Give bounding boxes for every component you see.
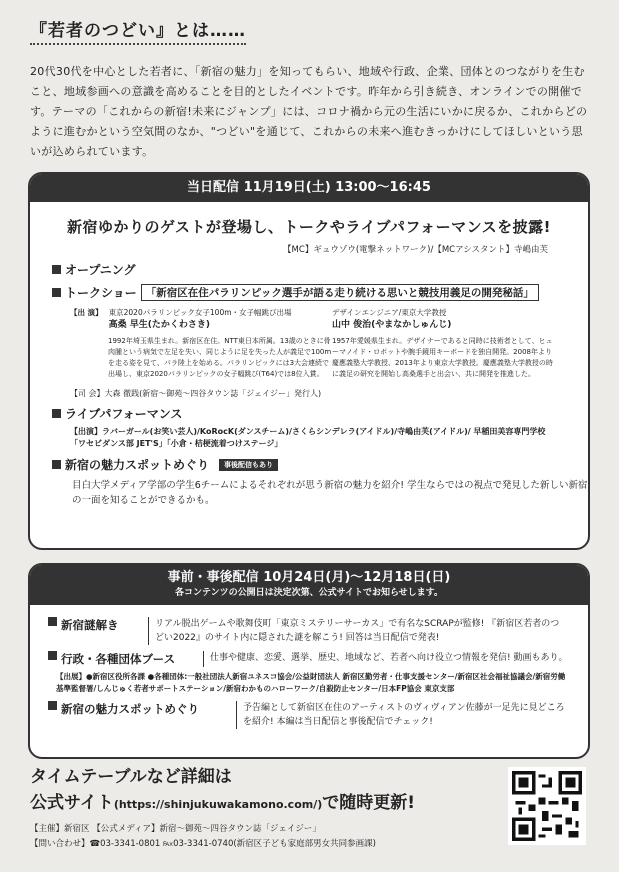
square-bullet-icon	[52, 409, 61, 418]
performance-heading: ライブパフォーマンス	[52, 405, 588, 422]
emcee: 【司 会】大森 徹践(新宿〜御苑〜四谷タウン誌「ジェイジー」発行人)	[70, 389, 322, 398]
archive-subheader: 各コンテンツの公開日は決定次第、公式サイトでお知らせします。	[175, 588, 443, 598]
organizer: 【主催】新宿区 【公式メディア】新宿〜御苑〜四谷タウン誌「ジェイジー」	[30, 824, 321, 834]
spot-text: 目白大学メディア学部の学生6チームによるそれぞれが思う新宿の魅力を紹介! 学生ならではの視点で発見した新しい新宿の一面を知ることができるかも。	[72, 480, 588, 506]
square-bullet-icon	[52, 460, 61, 469]
guest-bio: 1957年愛媛県生まれ。デザイナーであると同時に技術者として、ヒューマノイド・ロボットや腕手鏡用キーボードを独自開発。2008年より慶應義塾大学教授、2013年より東京大学教授。慶應義塾大学教授の時に義足の研究を開始し高桑選手と出会い、共に開発を推進した。	[332, 337, 553, 378]
talk-heading: トークショー 「新宿区在住パラリンピック選手が語る走り続ける思いと競技用義足の開発秘話」	[52, 284, 588, 301]
guests	[70, 307, 588, 380]
live-section	[28, 172, 590, 550]
status-badge: 事後配信もあり	[219, 459, 278, 471]
partners: 【出展】●新宿区役所各課 ●各種団体:一般社団法人新宿ユネスコ協会/公益財団法人 新宿区勤労者・仕事支援センター/新宿区社会福祉協議会/新宿労働基準監督署/しんじゅく若者サポートステーション/新宿わかものハローワーク/自殺防止センター/日本FP協会 東京支部	[56, 672, 566, 693]
square-bullet-icon	[52, 265, 61, 274]
qr-code-icon[interactable]	[508, 767, 586, 845]
square-bullet-icon	[48, 651, 57, 660]
performers: 【出演】ラバーガール(お笑い芸人)/KoRocK(ダンスチーム)/さくらシンデレラ(アイドル)/寺嶋由芙(アイドル)/ 早稲田美容専門学校「ワセビダンス部 JET'S」「小倉・桔梗流着つけステージ」	[70, 427, 546, 448]
guest-bio: 1992年埼玉県生まれ。新宿区在住。NTT東日本所属。13歳のときに骨肉腫という病気で左足を失い、同じように足を失った人が義足で100mを走る姿を見て、パラ陸上を始める。パラリンピックには3大会連続で出場し、東京2020パラリンピックの女子幅跳び(T64)では8位入賞。	[108, 337, 332, 378]
nazo-row: 新宿謎解き リアル脱出ゲームや歌舞伎町「東京ミステリーサーカス」で有名なSCRAPが監修! 『新宿区若者のつどい2022』のサイト内に隠された謎を解こう! 回答は当日配信で発表!	[48, 617, 588, 645]
intro-text: 20代30代を中心とした若者に、「新宿の魅力」を知ってもらい、地域や行政、企業、団体とのつながりを生むこと、地域参画への意識を高めることを目的としたイベントです。昨年から引き続き、オンラインでの開催です。テーマの「これからの新宿!未来にジャンプ」には、コロナ禍から元の生活にいかに戻るか、これからどのように進むかという空気間のなか、"つどい"を通じて、これからの未来へ進むきっかけにしてほしいという思いが込められています。	[30, 65, 588, 158]
archive-header: 事前・事後配信 10月24日(月)〜12月18日(日) 各コンテンツの公開日は決定次第、公式サイトでお知らせします。	[30, 565, 588, 605]
archive-section	[28, 563, 590, 759]
timetable-callout: タイムテーブルなど詳細は 公式サイト(https://shinjukuwakamono.com/)で随時更新!	[30, 767, 416, 813]
footer	[30, 822, 376, 852]
opening-heading: オープニング	[52, 261, 588, 278]
booth-row: 行政・各種団体ブース 仕事や健康、恋愛、選挙、歴史、地域など、若者へ向け役立つ情報を発信! 動画もあり。	[48, 651, 588, 667]
contact: 【問い合わせ】☎03-3341-0801 ℻03-3341-0740(新宿区子ども家庭部男女共同参画課)	[30, 839, 376, 849]
square-bullet-icon	[48, 617, 57, 626]
square-bullet-icon	[48, 701, 57, 710]
site-url[interactable]: (https://shinjukuwakamono.com/)	[113, 798, 323, 811]
live-header: 当日配信 11月19日(土) 13:00〜16:45	[30, 174, 588, 202]
square-bullet-icon	[52, 288, 61, 297]
mc-credits: 【MC】ギュウゾウ(電撃ネットワーク)/【MCアシスタント】寺嶋由芙	[283, 245, 548, 255]
guest-card: 【出 演】 東京2020パラリンピック女子100m・女子幅跳び出場 高桑 早生(たかくわさき) 1992年埼玉県生まれ。新宿区在住。NTT東日本所属。13歳のときに骨肉腫という病気で左足を失い、同じように足を失った人が義足で100mを走る姿を見て、パラ陸上を始める。パラリンピックには3大会連続で出場し、東京2020パラリンピックの女子幅跳び(T64)では8位入賞。	[70, 308, 332, 378]
guest-card: デザインエンジニア/東京大学教授 山中 俊治(やまなかしゅんじ) 1957年愛媛県生まれ。デザイナーであると同時に技術者として、ヒューマノイド・ロボットや腕手鏡用キーボードを独自開発。2008年より慶應義塾大学教授、2013年より東京大学教授。慶應義塾大学教授の時に義足の研究を開始し高桑選手と出会い、共に開発を推進した。	[332, 307, 580, 380]
live-headline: 新宿ゆかりのゲストが登場し、トークやライブパフォーマンスを披露!	[67, 218, 551, 236]
intro-title: 『若者のつどい』とは……	[30, 16, 246, 45]
spot-heading: 新宿の魅力スポットめぐり 事後配信もあり	[52, 456, 588, 473]
spot-row: 新宿の魅力スポットめぐり 予告編として新宿区在住のアーティストのヴィヴィアン佐藤が一足先に見どころを紹介! 本編は当日配信と事後配信でチェック!	[48, 701, 588, 729]
guest-name: 高桑 早生(たかくわさき)	[108, 320, 210, 330]
talk-title: 「新宿区在住パラリンピック選手が語る走り続ける思いと競技用義足の開発秘話」	[141, 284, 539, 301]
guest-name: 山中 俊治(やまなかしゅんじ)	[332, 320, 452, 330]
